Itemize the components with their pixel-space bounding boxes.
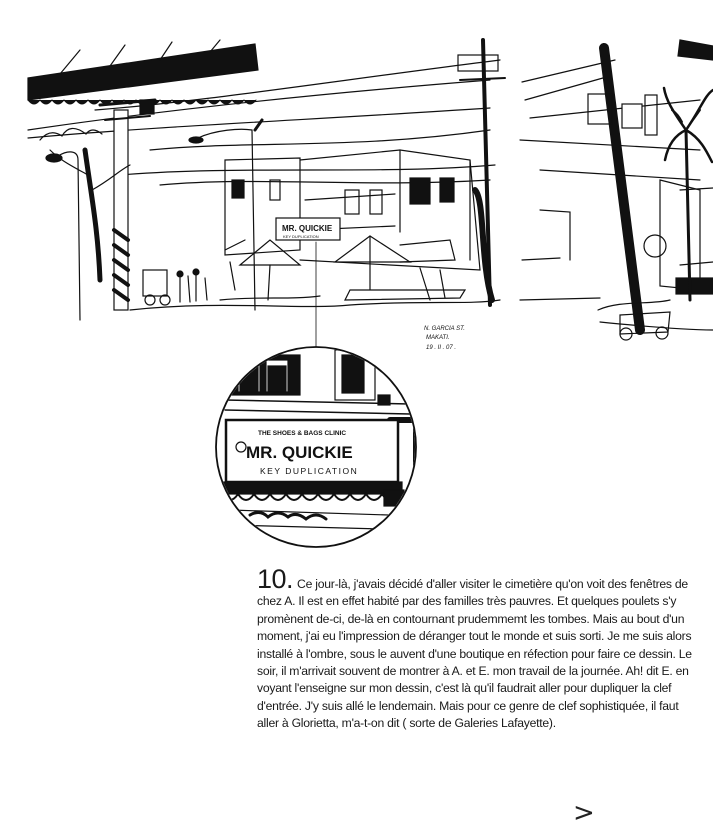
awning [28, 44, 258, 100]
sketch-sign-small: MR. QUICKIE [282, 224, 333, 233]
zoom-sign-sub-text: KEY DUPLICATION [260, 466, 359, 476]
zoom-sign-main-text: MR. QUICKIE [246, 443, 353, 462]
sketch-sign-small-sub: KEY DUPLICATION [283, 234, 319, 239]
sketch-caption-line1: N. GARCIA ST. [424, 326, 465, 332]
story-text: Ce jour-là, j'avais décidé d'aller visiter le cimetière qu'on voit des fenêtres de chez A. Il est en effet habité par des familles très pauvres. Et quelques poulets s'y promènent de-ci, de-là en contournant prudemmemt les tombes. Mais au bout d'un moment, j'ai eu l'impression de déranger tout le monde et suis sorti. Je me suis alors installé à l'ombre, sous le auvent d'une boutique en réfection pour faire ce dessin. Le soir, il m'arrivait souvent de montrer à A. et E. mon travail de la journée. Ah! dit E. en voyant l'enseigne sur mon dessin, c'est là qu'il faudrait aller pour dupliquer la clef d'entrée. J'y suis allé le lendemain. Mais pour ce genre de clef sophistiquée, il faut aller à Glorietta, m'a-t-on dit ( sorte de Galeries Lafayette). [257, 577, 692, 731]
sketch-caption-line3: 19 . II . 07 . [426, 345, 457, 351]
next-page-button[interactable]: > [573, 798, 595, 828]
story-paragraph [257, 564, 697, 733]
page-number: 10. [257, 564, 294, 594]
sketch-caption-line2: MAKATI. [426, 335, 450, 341]
zoom-sign-top-text: THE SHOES & BAGS CLINIC [258, 430, 347, 437]
